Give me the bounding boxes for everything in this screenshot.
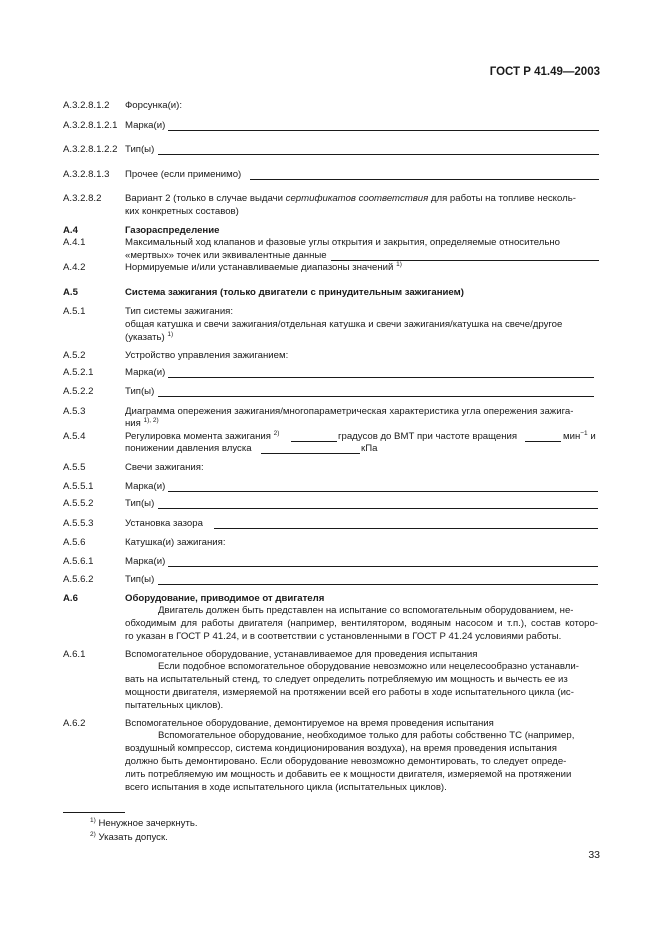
fill-line <box>168 377 594 378</box>
section-title: Оборудование, приводимое от двигателя <box>125 593 325 604</box>
field-label: Установка зазора <box>125 518 203 529</box>
clause-number: А.5.6.2 <box>63 574 94 585</box>
clause-number: А.3.2.8.1.2.1 <box>63 120 118 131</box>
clause-text: понижении давления влуска <box>125 443 252 454</box>
clause-number: А.5.2.2 <box>63 386 94 397</box>
clause-text: «мертвых» точек или эквивалентные данные <box>125 250 327 261</box>
fill-line <box>214 528 598 529</box>
clause-text: Форсунка(и): <box>125 100 183 111</box>
paragraph-line: обходимым для работы двигателя (например, вентилятором, водяным насосом и т.п.), состав которо- <box>125 618 598 629</box>
clause-number: А.4.2 <box>63 262 86 273</box>
clause-title: Вспомогательное оборудование, демонтируемое на время проведения испытания <box>125 718 494 729</box>
fill-line <box>158 584 598 585</box>
clause-number: А.5.4 <box>63 431 86 442</box>
unit-label: кПа <box>361 443 378 454</box>
paragraph-line: вать на испытательный стенд, то следует определить потребляемую им мощность и вычесть ее из <box>125 674 568 685</box>
clause-text: ких конкретных составов) <box>125 206 239 217</box>
field-label: Тип(ы) <box>125 386 155 397</box>
clause-number: А.3.2.8.1.3 <box>63 169 110 180</box>
clause-text: Устройство управления зажиганием: <box>125 350 289 361</box>
footnote-ref: 1) <box>396 261 402 268</box>
paragraph-line: го указан в ГОСТ Р 41.24, и в соответствии с установленными в ГОСТ Р 41.24 условиями работы. <box>125 631 562 642</box>
clause-number: А.3.2.8.1.2 <box>63 100 110 111</box>
fill-line <box>291 441 337 442</box>
fill-line <box>158 154 599 155</box>
clause-number: А.5.2.1 <box>63 367 94 378</box>
fill-line <box>168 566 598 567</box>
field-label: Прочее (если применимо) <box>125 169 242 180</box>
clause-number: А.5.6.1 <box>63 556 94 567</box>
footnote: $^{2)}$ Указать допуск. <box>90 831 168 843</box>
clause-number: А.6.2 <box>63 718 86 729</box>
clause-text: Тип системы зажигания: <box>125 306 234 317</box>
fill-line <box>168 491 598 492</box>
section-title: Газораспределение <box>125 225 220 236</box>
fill-line <box>525 441 561 442</box>
clause-text: Свечи зажигания: <box>125 462 204 473</box>
paragraph-line: Если подобное вспомогательное оборудование невозможно или нецелесообразно устанавли- <box>158 661 579 672</box>
field-label: Тип(ы) <box>125 574 155 585</box>
footnote-ref: 1), 2) <box>143 417 159 424</box>
section-number: А.6 <box>63 593 78 604</box>
footnote-ref: 2) <box>273 430 280 437</box>
clause-number: А.5.5.1 <box>63 481 94 492</box>
clause-number: А.3.2.8.2 <box>63 193 102 204</box>
clause-text: мин$^{-1}$ и <box>563 430 596 442</box>
clause-text: градусов до ВМТ при частоте вращения <box>338 431 518 442</box>
fill-line <box>158 396 594 397</box>
section-number: А.5 <box>63 287 78 298</box>
paragraph-line: всего испытания в ходе испытательного цикла (испытательных циклов). <box>125 782 447 793</box>
field-label: Марка(и) <box>125 120 166 131</box>
clause-text: ния $^{1), 2)}$ <box>125 417 159 429</box>
clause-text: Максимальный ход клапанов и фазовые углы открытия и закрытия, определяемые относительно <box>125 237 560 248</box>
clause-text: Диаграмма опережения зажигания/многопараметрическая характеристика угла опережения зажига- <box>125 406 574 417</box>
clause-text: Регулировка момента зажигания $^{2)}$ <box>125 430 280 442</box>
paragraph-line: Двигатель должен быть представлен на испытание со вспомогательным оборудованием, не- <box>158 605 574 616</box>
clause-number: А.5.2 <box>63 350 86 361</box>
document-code: ГОСТ Р 41.49—2003 <box>489 66 600 78</box>
footnote: $^{1)}$ Ненужное зачеркнуть. <box>90 817 198 829</box>
paragraph-line: должно быть демонтировано. Если оборудование невозможно демонтировать, то следует опреде- <box>125 756 567 767</box>
section-number: А.4 <box>63 225 78 236</box>
clause-number: А.3.2.8.1.2.2 <box>63 144 118 155</box>
fill-line <box>250 179 599 180</box>
clause-number: А.5.1 <box>63 306 86 317</box>
clause-number: А.6.1 <box>63 649 86 660</box>
footnote-ref: 1) <box>167 331 174 338</box>
clause-text: (указать) $^{1)}$ <box>125 331 174 343</box>
clause-number: А.5.5.2 <box>63 498 94 509</box>
clause-text: общая катушка и свечи зажигания/отдельная катушка и свечи зажигания/катушка на свече/другое <box>125 319 563 330</box>
clause-number: А.4.1 <box>63 237 86 248</box>
field-label: Марка(и) <box>125 481 166 492</box>
clause-number: А.5.6 <box>63 537 86 548</box>
paragraph-line: лить потребляемую им мощность и добавить ее к мощности двигателя, измеряемой на протяжении <box>125 769 572 780</box>
clause-number: А.5.5.3 <box>63 518 94 529</box>
paragraph-line: воздушный компрессор, система кондиционирования воздуха), на время проведения испытания <box>125 743 557 754</box>
fill-line <box>168 130 599 131</box>
paragraph-line: мощности двигателя, измеряемой на протяжении всей его работы в ходе испытательного цикла (ис- <box>125 687 574 698</box>
footnote-divider <box>63 812 125 813</box>
fill-line <box>331 260 599 261</box>
clause-text: Нормируемые и/или устанавливаемые диапазоны значений $^{1)}$ <box>125 261 402 273</box>
field-label: Тип(ы) <box>125 144 155 155</box>
clause-text: Катушка(и) зажигания: <box>125 537 226 548</box>
section-title: Система зажигания (только двигатели с принудительным зажиганием) <box>125 287 464 298</box>
paragraph-line: пытательных циклов). <box>125 700 224 711</box>
clause-number: А.5.3 <box>63 406 86 417</box>
field-label: Марка(и) <box>125 367 166 378</box>
clause-text: Вариант 2 (только в случае выдачи сертификатов соответствия для работы на топливе несколь- <box>125 193 576 204</box>
clause-number: А.5.5 <box>63 462 86 473</box>
paragraph-line: Вспомогательное оборудование, необходимое только для работы собственно ТС (например, <box>158 730 575 741</box>
fill-line <box>158 508 598 509</box>
page-number: 33 <box>588 849 600 861</box>
clause-title: Вспомогательное оборудование, устанавливаемое для проведения испытания <box>125 649 478 660</box>
fill-line <box>261 453 360 454</box>
field-label: Марка(и) <box>125 556 166 567</box>
field-label: Тип(ы) <box>125 498 155 509</box>
